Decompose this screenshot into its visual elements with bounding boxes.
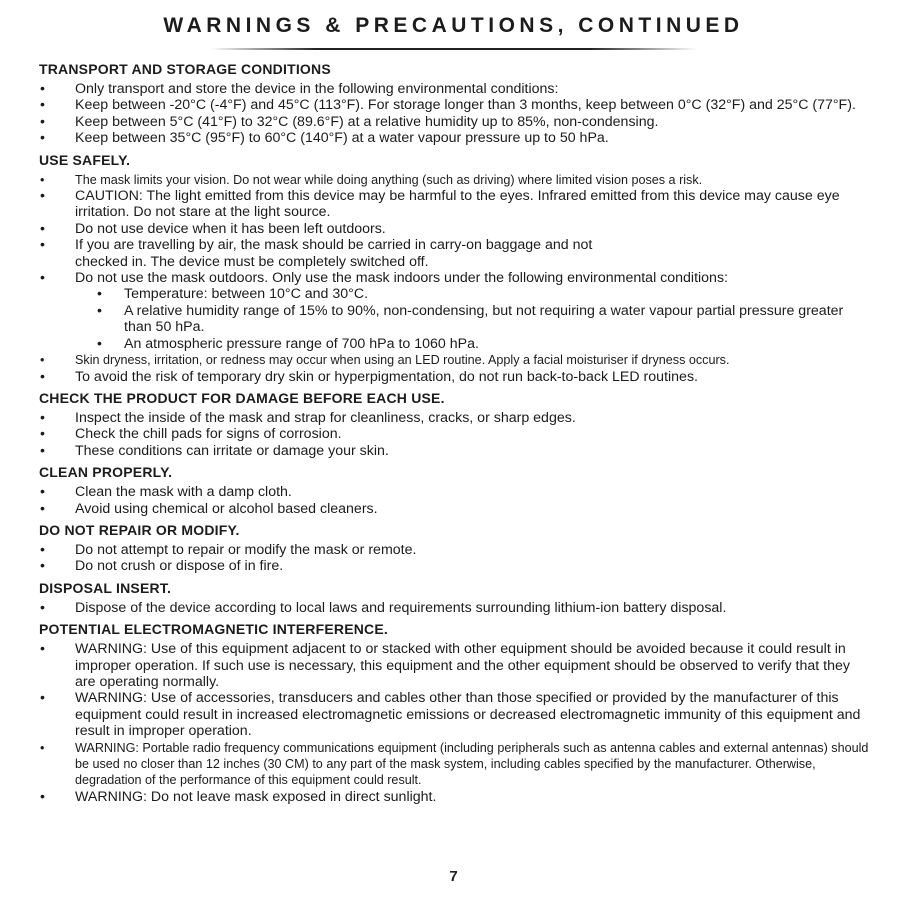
section-heading: TRANSPORT AND STORAGE CONDITIONS — [39, 61, 331, 77]
title-divider — [210, 48, 697, 50]
section-check-damage — [39, 390, 871, 459]
list-item: • Do not crush or dispose of in fire. — [39, 558, 871, 574]
list-item: • Clean the mask with a damp cloth. — [39, 484, 871, 500]
sub-list-item: • A relative humidity range of 15% to 90%, non-condensing, but not requiring a water vapour partial pressure greater than 50 hPa. — [75, 303, 871, 336]
list-item: • Only transport and store the device in the following environmental conditions: — [39, 81, 871, 97]
list-item: • These conditions can irritate or damage your skin. — [39, 443, 871, 459]
list-item: • Keep between 5°C (41°F) to 32°C (89.6°F) at a relative humidity up to 85%, non-condensing. — [39, 114, 871, 130]
list-item: • Keep between -20°C (-4°F) and 45°C (113°F). For storage longer than 3 months, keep between 0°C (32°F) and 25°C (77°F). — [39, 97, 871, 113]
list-item-line: checked in. The device must be completely switched off. — [75, 253, 429, 270]
section-transport-storage — [39, 61, 871, 147]
section-disposal — [39, 580, 871, 616]
bullet-list — [39, 542, 871, 575]
bullet-list — [39, 81, 871, 147]
page-number: 7 — [449, 868, 458, 885]
list-item: • Dispose of the device according to local laws and requirements surrounding lithium-ion battery disposal. — [39, 600, 871, 616]
page-title: WARNINGS & PRECAUTIONS, CONTINUED — [163, 14, 744, 37]
list-item-text: Do not use the mask outdoors. Only use the mask indoors under the following environmental conditions: — [75, 270, 728, 287]
bullet-list — [39, 484, 871, 517]
bullet-list — [39, 172, 871, 385]
list-item: • WARNING: Portable radio frequency communications equipment (including peripherals such as antenna cables and external antennas) should be used no closer than 12 inches (30 CM) to any part of the mask system, including cables specified by the manufacturer. Otherwise, degradation of the performance of this equipment could result. — [39, 740, 871, 789]
list-item: • To avoid the risk of temporary dry skin or hyperpigmentation, do not run back-to-back LED routines. — [39, 369, 871, 385]
list-item: • CAUTION: The light emitted from this device may be harmful to the eyes. Infrared emitted from this device may cause eye irritation. Do not stare at the light source. — [39, 188, 871, 221]
section-heading: DISPOSAL INSERT. — [39, 579, 172, 596]
list-item: • Keep between 35°C (95°F) to 60°C (140°F) at a water vapour pressure up to 50 hPa. — [39, 130, 871, 146]
list-item: • Do not use device when it has been left outdoors. — [39, 221, 871, 237]
section-clean — [39, 464, 871, 517]
section-heading: DO NOT REPAIR OR MODIFY. — [39, 521, 240, 538]
section-emi — [39, 621, 871, 805]
list-item: • WARNING: Use of accessories, transducers and cables other than those specified or provided by the manufacturer of this equipment could result in increased electromagnetic emissions or decreased electromagnetic immunity of this equipment and result in improper operation. — [39, 690, 871, 739]
sub-list-item: • An atmospheric pressure range of 700 hPa to 1060 hPa. — [75, 336, 871, 352]
section-heading: USE SAFELY. — [39, 151, 131, 168]
bullet-list — [39, 600, 871, 616]
sub-list-item: • Temperature: between 10°C and 30°C. — [75, 286, 871, 302]
list-item-line: If you are travelling by air, the mask should be carried in carry-on baggage and not — [75, 237, 593, 254]
list-item — [39, 270, 871, 352]
list-item: • Avoid using chemical or alcohol based cleaners. — [39, 501, 871, 517]
list-item: • Skin dryness, irritation, or redness may occur when using an LED routine. Apply a facial moisturiser if dryness occurs. — [39, 352, 871, 368]
list-item: • The mask limits your vision. Do not wear while doing anything (such as driving) where limited vision poses a risk. — [39, 172, 871, 188]
section-repair — [39, 522, 871, 575]
section-heading: CHECK THE PRODUCT FOR DAMAGE BEFORE EACH USE. — [39, 389, 445, 406]
section-heading: CLEAN PROPERLY. — [39, 464, 173, 481]
list-item — [39, 237, 871, 270]
list-item: • Do not attempt to repair or modify the mask or remote. — [39, 542, 871, 558]
section-use-safely — [39, 152, 871, 385]
bullet-list — [39, 410, 871, 459]
list-item: • Inspect the inside of the mask and strap for cleanliness, cracks, or sharp edges. — [39, 410, 871, 426]
list-item: • Check the chill pads for signs of corrosion. — [39, 426, 871, 442]
section-heading: POTENTIAL ELECTROMAGNETIC INTERFERENCE. — [39, 621, 388, 638]
sub-bullet-list — [75, 286, 871, 352]
list-item: • WARNING: Use of this equipment adjacent to or stacked with other equipment should be avoided because it could result in improper operation. If such use is necessary, this equipment and the other equipment should be observed to verify that they are operating normally. — [39, 641, 871, 690]
page-content — [39, 61, 871, 810]
list-item: • WARNING: Do not leave mask exposed in direct sunlight. — [39, 789, 871, 805]
bullet-list — [39, 641, 871, 805]
